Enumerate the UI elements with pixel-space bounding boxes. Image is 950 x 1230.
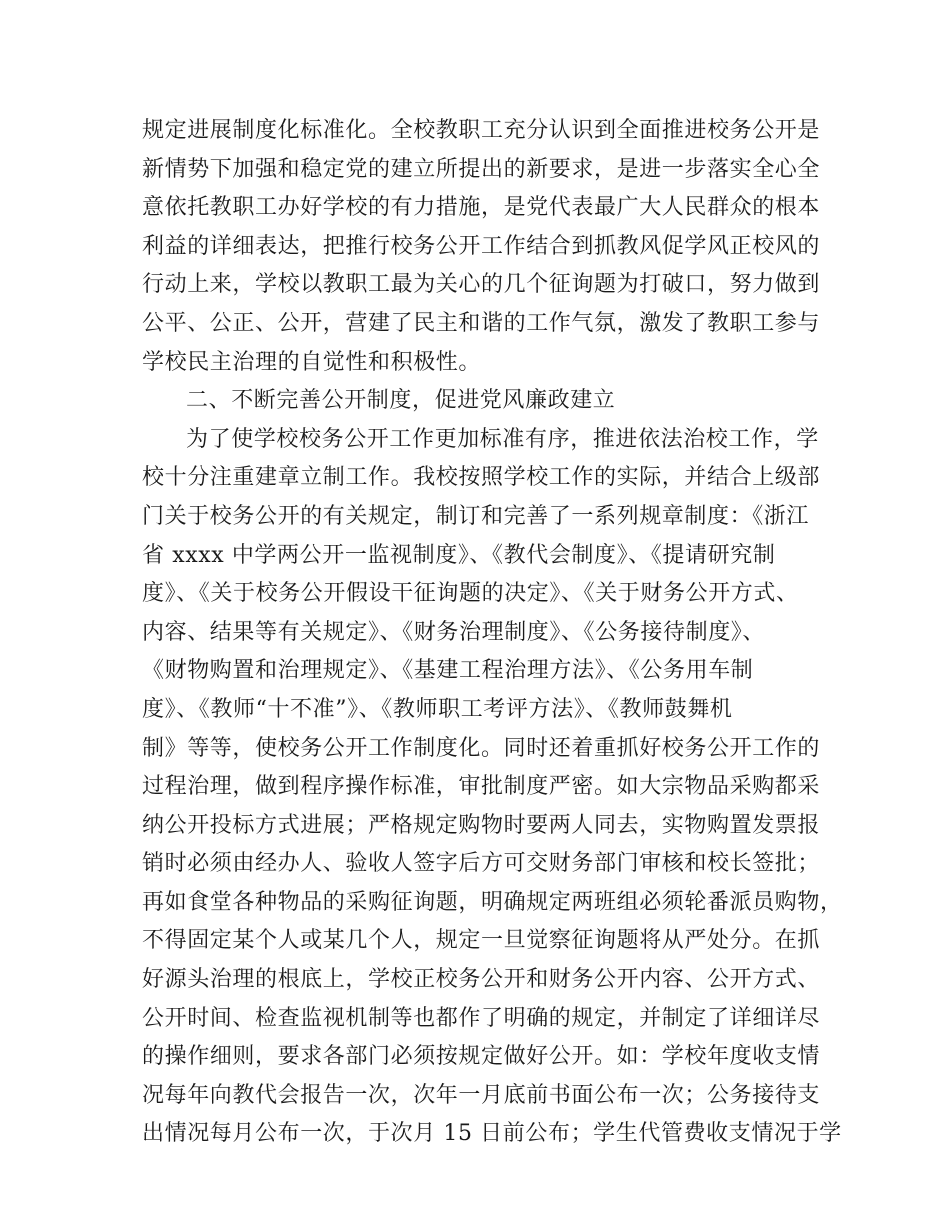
text-line: 利益的详细表达，把推行校务公开工作结合到抓教风促学风正校风的 <box>142 233 821 259</box>
text-line: 门关于校务公开的有关规定，制订和完善了一系列规章制度：《浙江 <box>142 503 810 529</box>
text-line: 公平、公正、公开，营建了民主和谐的工作气氛，激发了教职工参与 <box>142 310 821 336</box>
text-line: 过程治理，做到程序操作标准，审批制度严密。如大宗物品采购都采 <box>142 774 821 800</box>
text-line: 意依托教职工办好学校的有力措施，是党代表最广大人民群众的根本 <box>142 195 821 221</box>
text-line: 销时必须由经办人、验收人签字后方可交财务部门审核和校长签批； <box>142 851 821 877</box>
text-line: 出情况每月公布一次，于次月 15 日前公布；学生代管费收支情况于学 <box>142 1121 842 1147</box>
text-line: 再如食堂各种物品的采购征询题，明确规定两班组必须轮番派员购物， <box>142 889 843 915</box>
text-line: 度》、《教师“十不准”》、《教师职工考评方法》、《教师鼓舞机 <box>142 696 733 722</box>
text-line: 学校民主治理的自觉性和积极性。 <box>142 349 482 375</box>
text-line: 不得固定某个人或某几个人，规定一旦觉察征询题将从严处分。在抓 <box>142 928 821 954</box>
text-line: 的操作细则，要求各部门必须按规定做好公开。如：学校年度收支情 <box>142 1044 821 1070</box>
text-line: 纳公开投标方式进展；严格规定购物时要两人同去，实物购置发票报 <box>142 812 821 838</box>
text-line: 新情势下加强和稳定党的建立所提出的新要求，是进一步落实全心全 <box>142 156 821 182</box>
document-body <box>142 112 843 1154</box>
text-line: 为了使学校校务公开工作更加标准有序，推进依法治校工作，学 <box>186 426 819 452</box>
text-line: 制》等等，使校务公开工作制度化。同时还着重抓好校务公开工作的 <box>142 735 821 761</box>
text-line: 好源头治理的根底上，学校正校务公开和财务公开内容、公开方式、 <box>142 967 821 993</box>
section-heading: 二、不断完善公开制度，促进党风廉政建立 <box>186 388 616 414</box>
text-line: 校十分注重建章立制工作。我校按照学校工作的实际，并结合上级部 <box>142 465 821 491</box>
text-line: 况每年向教代会报告一次，次年一月底前书面公布一次；公务接待支 <box>142 1082 821 1108</box>
text-line: 行动上来，学校以教职工最为关心的几个征询题为打破口，努力做到 <box>142 272 821 298</box>
text-line: 《财物购置和治理规定》、《基建工程治理方法》、《公务用车制 <box>142 658 754 684</box>
text-line: 度》、《关于校务公开假设干征询题的决定》、《关于财务公开方式、 <box>142 581 799 607</box>
text-line: 省 xxxx 中学两公开一监视制度》、《教代会制度》、《提请研究制 <box>142 542 776 568</box>
text-line: 公开时间、检查监视机制等也都作了明确的规定，并制定了详细详尽 <box>142 1005 821 1031</box>
text-line: 内容、结果等有关规定》、《财务治理制度》、《公务接待制度》、 <box>142 619 766 645</box>
text-line: 规定进展制度化标准化。全校教职工充分认识到全面推进校务公开是 <box>142 118 821 143</box>
